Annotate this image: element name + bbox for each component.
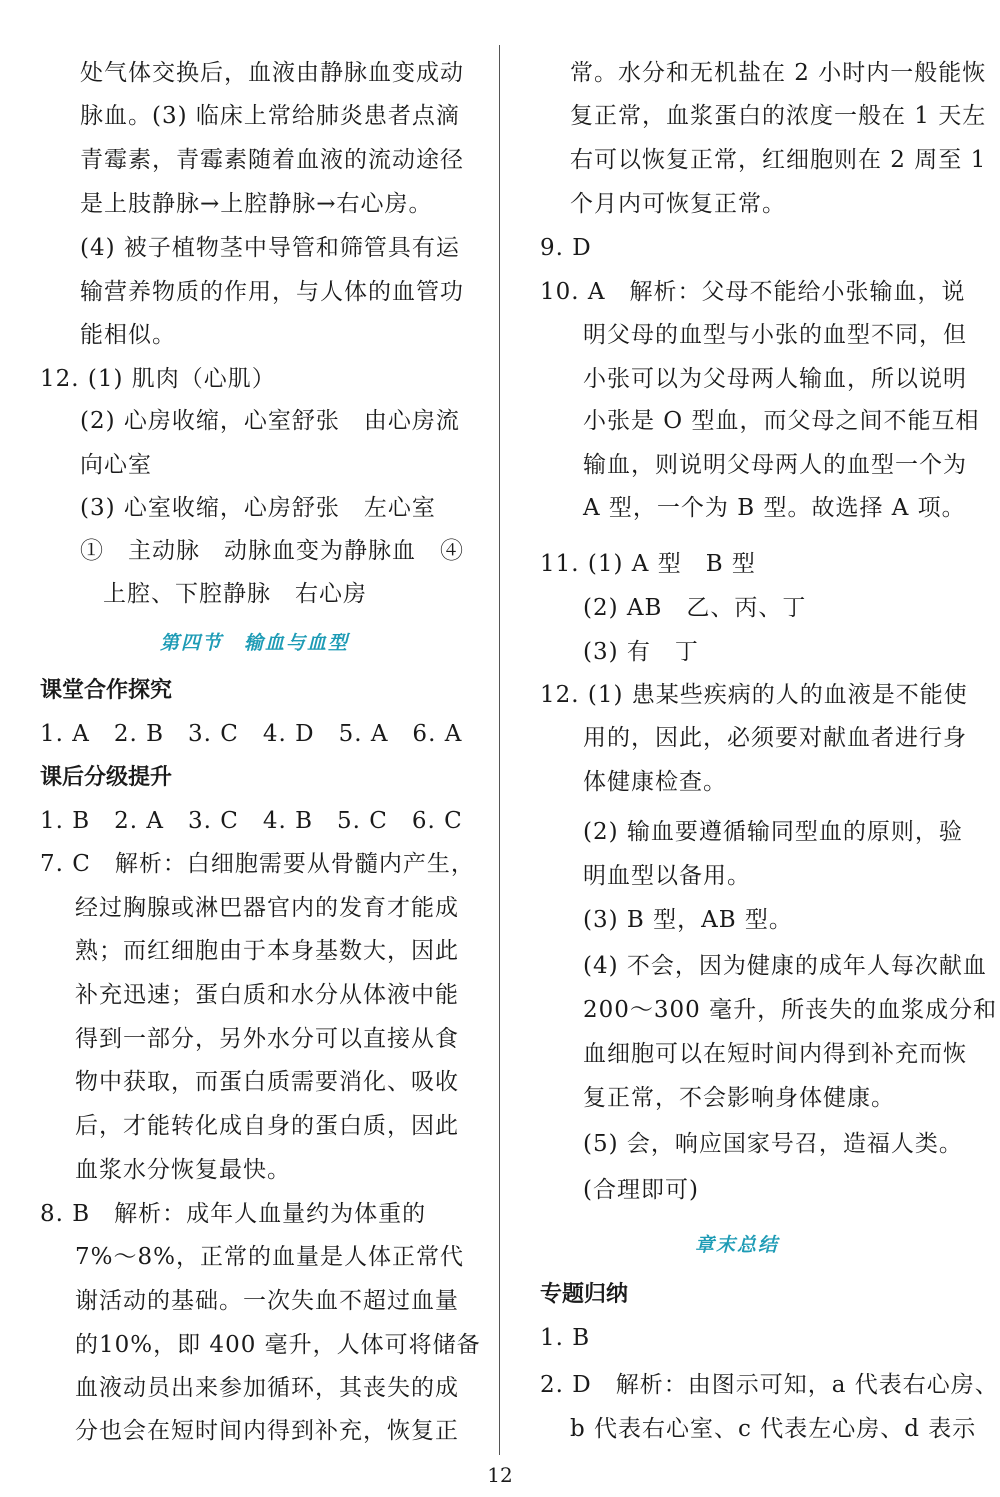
left-text-line-12: 上腔、下腔静脉 右心房 (103, 581, 367, 607)
page-number: 12 (487, 1463, 513, 1487)
left-text-line-11: ① 主动脉 动脉血变为静脉血 ④ (80, 538, 464, 564)
left-text-line-19: 经过胸腺或淋巴器官内的发育才能成 (75, 895, 459, 921)
right-text-line-8: 小张是 O 型血，而父母之间不能互相 (583, 408, 980, 434)
left-text-line-7: 12. (1) 肌肉（心肌） (40, 366, 276, 392)
left-text-line-18: 7. C 解析：白细胞需要从骨髓内产生， (40, 851, 475, 877)
right-text-line-25: (合理即可) (583, 1177, 699, 1203)
left-text-line-0: 处气体交换后，血液由静脉血变成动 (80, 60, 464, 86)
right-text-line-11: 11. (1) A 型 B 型 (540, 551, 756, 577)
right-text-line-14: 12. (1) 患某些疾病的人的血液是不能使 (540, 682, 968, 708)
left-text-line-26: 8. B 解析：成年人血量约为体重的 (40, 1201, 427, 1227)
right-text-line-5: 10. A 解析：父母不能给小张输血，说 (540, 279, 966, 305)
right-text-line-23: 复正常，不会影响身体健康。 (583, 1085, 895, 1111)
left-text-line-3: 是上肢静脉→上腔静脉→右心房。 (80, 191, 433, 217)
right-text-line-29: 2. D 解析：由图示可知，a 代表右心房、 (540, 1372, 999, 1398)
left-text-line-27: 7%～8%，正常的血量是人体正常代 (75, 1244, 464, 1270)
left-text-line-21: 补充迅速；蛋白质和水分从体液中能 (75, 982, 459, 1008)
right-section-26: 章末总结 (695, 1234, 780, 1256)
right-text-line-16: 体健康检查。 (583, 769, 727, 795)
left-text-line-9: 向心室 (80, 452, 152, 478)
left-heading-14: 课堂合作探究 (40, 678, 173, 703)
right-text-line-30: b 代表右心室、c 代表左心房、d 表示 (570, 1416, 977, 1442)
right-text-line-7: 小张可以为父母两人输血，所以说明 (583, 366, 967, 392)
right-text-line-17: (2) 输血要遵循输同型血的原则，验 (583, 819, 963, 845)
left-text-line-29: 的10%，即 400 毫升，人体可将储备 (75, 1332, 481, 1358)
right-text-line-24: (5) 会，响应国家号召，造福人类。 (583, 1131, 963, 1157)
right-text-line-2: 右可以恢复正常，红细胞则在 2 周至 1 (570, 147, 987, 173)
right-text-line-22: 血细胞可以在短时间内得到补充而恢 (583, 1041, 967, 1067)
right-text-line-9: 输血，则说明父母两人的血型一个为 (583, 452, 967, 478)
right-text-line-1: 复正常，血浆蛋白的浓度一般在 1 天左 (570, 103, 987, 129)
left-text-line-20: 熟；而红细胞由于本身基数大，因此 (75, 938, 459, 964)
right-text-line-15: 用的，因此，必须要对献血者进行身 (583, 725, 967, 751)
left-text-line-6: 能相似。 (80, 322, 176, 348)
right-text-line-21: 200～300 毫升，所丧失的血浆成分和 (583, 997, 998, 1023)
left-text-line-23: 物中获取，而蛋白质需要消化、吸收 (75, 1069, 459, 1095)
left-text-line-30: 血液动员出来参加循环，其丧失的成 (75, 1375, 459, 1401)
left-heading-16: 课后分级提升 (40, 765, 173, 790)
left-text-line-8: (2) 心房收缩，心室舒张 由心房流 (80, 408, 460, 434)
right-text-line-18: 明血型以备用。 (583, 863, 751, 889)
right-text-line-28: 1. B (540, 1325, 591, 1351)
right-text-line-13: (3) 有 丁 (583, 639, 699, 665)
right-text-line-6: 明父母的血型与小张的血型不同，但 (583, 322, 967, 348)
left-text-line-1: 脉血。(3) 临床上常给肺炎患者点滴 (80, 103, 460, 129)
left-text-line-4: (4) 被子植物茎中导管和筛管具有运 (80, 235, 460, 261)
right-text-line-4: 9. D (540, 235, 592, 261)
right-text-line-3: 个月内可恢复正常。 (570, 191, 786, 217)
right-heading-27: 专题归纳 (540, 1282, 629, 1307)
right-text-line-12: (2) AB 乙、丙、丁 (583, 595, 807, 621)
left-text-line-25: 血浆水分恢复最快。 (75, 1157, 291, 1183)
left-text-line-5: 输营养物质的作用，与人体的血管功 (80, 279, 464, 305)
column-divider (499, 45, 500, 1455)
left-text-line-2: 青霉素，青霉素随着血液的流动途径 (80, 147, 464, 173)
left-text-line-15: 1. A 2. B 3. C 4. D 5. A 6. A (40, 721, 463, 747)
left-text-line-22: 得到一部分，另外水分可以直接从食 (75, 1026, 459, 1052)
left-text-line-28: 谢活动的基础。一次失血不超过血量 (75, 1288, 459, 1314)
right-text-line-19: (3) B 型，AB 型。 (583, 907, 793, 933)
left-text-line-10: (3) 心室收缩，心房舒张 左心室 (80, 495, 436, 521)
left-section-13: 第四节 输血与血型 (160, 632, 350, 654)
right-text-line-0: 常。水分和无机盐在 2 小时内一般能恢 (570, 60, 987, 86)
left-text-line-17: 1. B 2. A 3. C 4. B 5. C 6. C (40, 808, 463, 834)
left-text-line-31: 分也会在短时间内得到补充，恢复正 (75, 1418, 459, 1444)
right-text-line-10: A 型，一个为 B 型。故选择 A 项。 (583, 495, 966, 521)
right-text-line-20: (4) 不会，因为健康的成年人每次献血 (583, 953, 987, 979)
left-text-line-24: 后，才能转化成自身的蛋白质，因此 (75, 1113, 459, 1139)
